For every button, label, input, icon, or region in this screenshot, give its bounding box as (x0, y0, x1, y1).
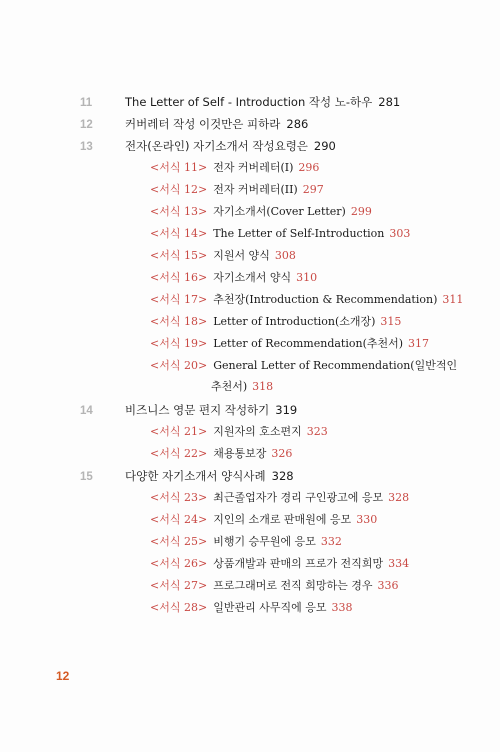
section-number: 15 (80, 471, 93, 483)
toc-form-entry[interactable] (150, 488, 409, 508)
form-title: 상품개발과 판매의 프로가 전직희망 (213, 557, 384, 570)
form-label: <서식 27> (150, 579, 208, 592)
toc-form-entry[interactable] (150, 334, 429, 354)
toc-section[interactable] (80, 136, 336, 156)
form-title: 자기소개서 양식 (213, 271, 292, 284)
toc-form-entry[interactable] (150, 510, 377, 530)
section-page: 290 (313, 139, 336, 153)
form-page: 317 (408, 337, 430, 350)
form-label: <서식 28> (150, 601, 208, 614)
section-title: 다양한 자기소개서 양식사례 (125, 469, 266, 483)
form-label: <서식 26> (150, 557, 208, 570)
toc-section[interactable] (80, 400, 297, 420)
toc-form-entry[interactable] (150, 158, 319, 178)
form-page: 336 (377, 579, 399, 592)
toc-form-entry[interactable] (150, 576, 398, 596)
form-title: General Letter of Recommendation(일반적인 (213, 359, 458, 372)
form-title-continued: 추천서) (211, 380, 248, 393)
toc-form-entry[interactable] (150, 312, 401, 332)
toc-section[interactable] (80, 92, 400, 112)
form-page: 323 (306, 425, 328, 438)
form-page: 297 (302, 183, 324, 196)
toc-form-entry[interactable] (150, 224, 410, 244)
form-label: <서식 11> (150, 161, 208, 174)
form-page: 315 (380, 315, 402, 328)
form-page: 334 (388, 557, 410, 570)
form-title: 채용통보장 (213, 447, 267, 460)
toc-form-entry[interactable] (150, 246, 296, 266)
toc-section[interactable] (80, 466, 294, 486)
form-title: 비행기 승무원에 응모 (213, 535, 316, 548)
page-number: 12 (56, 669, 70, 683)
section-number: 13 (80, 141, 93, 153)
form-page: 318 (252, 380, 274, 393)
toc-form-entry[interactable] (150, 422, 328, 442)
form-label: <서식 24> (150, 513, 208, 526)
section-title: 전자(온라인) 자기소개서 작성요령은 (125, 139, 308, 153)
form-page: 326 (271, 447, 293, 460)
form-page: 308 (274, 249, 296, 262)
toc-section[interactable] (80, 114, 308, 134)
toc-form-entry[interactable] (150, 554, 409, 574)
section-page: 319 (275, 403, 298, 417)
toc-form-entry[interactable] (150, 290, 463, 310)
form-page: 303 (389, 227, 411, 240)
form-label: <서식 20> (150, 359, 208, 372)
form-title: 지인의 소개로 판매원에 응모 (213, 513, 352, 526)
toc-form-entry[interactable] (150, 444, 292, 464)
form-label: <서식 23> (150, 491, 208, 504)
form-title: 추천장(Introduction & Recommendation) (213, 293, 438, 306)
toc-form-entry[interactable] (150, 532, 342, 552)
section-page: 286 (286, 117, 309, 131)
toc-form-entry[interactable] (150, 598, 352, 618)
form-page: 338 (331, 601, 353, 614)
toc-form-entry[interactable] (150, 268, 317, 288)
section-title: 커버레터 작성 이것만은 피하라 (125, 117, 281, 131)
form-title: 최근졸업자가 경리 구인광고에 응모 (213, 491, 384, 504)
section-number: 14 (80, 405, 93, 417)
section-number: 12 (80, 119, 93, 131)
form-title: 전자 커버레터(I) (213, 161, 294, 174)
form-title: 자기소개서(Cover Letter) (213, 205, 346, 218)
form-label: <서식 25> (150, 535, 208, 548)
section-page: 281 (378, 95, 401, 109)
form-title: 일반관리 사무직에 응모 (213, 601, 327, 614)
toc-form-entry[interactable] (150, 202, 372, 222)
form-label: <서식 12> (150, 183, 208, 196)
form-title: The Letter of Self-Introduction (213, 227, 385, 240)
form-page: 332 (320, 535, 342, 548)
section-title: 비즈니스 영문 편지 작성하기 (125, 403, 270, 417)
form-page: 299 (350, 205, 372, 218)
form-title: Letter of Recommendation(추천서) (213, 337, 404, 350)
form-title: 프로그래머로 전직 희망하는 경우 (213, 579, 373, 592)
form-label: <서식 14> (150, 227, 208, 240)
form-page: 296 (298, 161, 320, 174)
form-page: 328 (388, 491, 410, 504)
form-title: 지원자의 호소편지 (213, 425, 302, 438)
form-label: <서식 13> (150, 205, 208, 218)
form-page: 310 (296, 271, 318, 284)
section-number: 11 (80, 97, 93, 109)
form-label: <서식 17> (150, 293, 208, 306)
section-title: The Letter of Self - Introduction 작성 노-하우 (125, 95, 373, 109)
form-label: <서식 18> (150, 315, 208, 328)
form-label: <서식 19> (150, 337, 208, 350)
toc-form-entry-continued[interactable] (211, 377, 273, 397)
form-label: <서식 16> (150, 271, 208, 284)
form-title: Letter of Introduction(소개장) (213, 315, 376, 328)
toc-form-entry[interactable] (150, 356, 457, 376)
form-title: 전자 커버레터(II) (213, 183, 298, 196)
form-title: 지원서 양식 (213, 249, 270, 262)
toc-form-entry[interactable] (150, 180, 324, 200)
section-page: 328 (271, 469, 294, 483)
form-page: 311 (442, 293, 464, 306)
form-label: <서식 15> (150, 249, 208, 262)
form-page: 330 (356, 513, 378, 526)
form-label: <서식 22> (150, 447, 208, 460)
form-label: <서식 21> (150, 425, 208, 438)
